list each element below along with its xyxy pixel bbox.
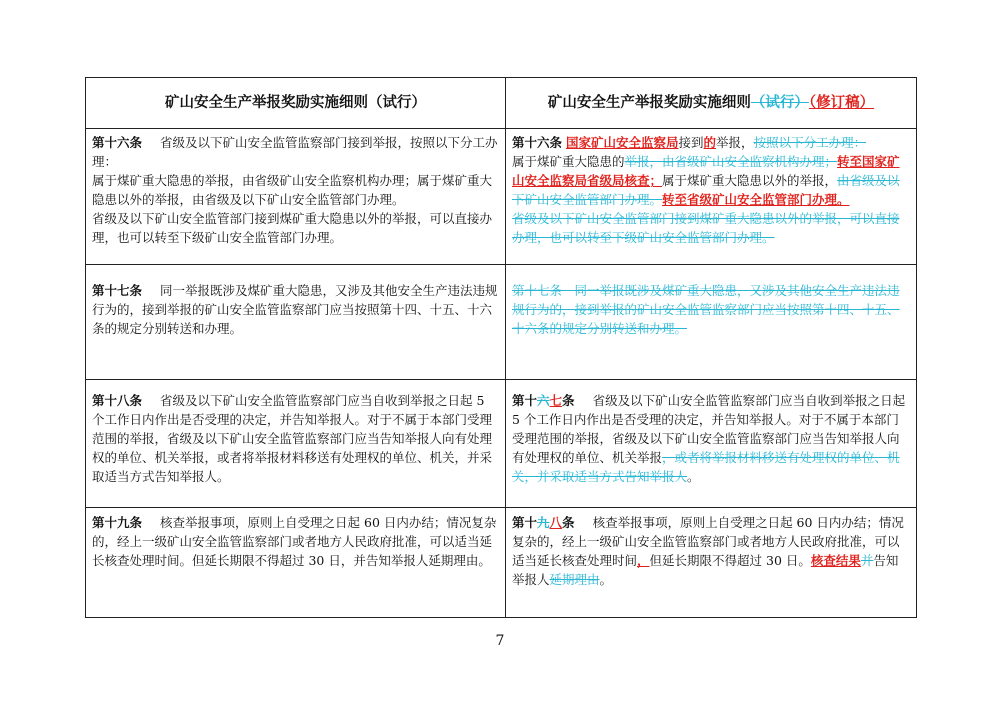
- table-header-row: [86, 78, 917, 129]
- inserted-text: 国家矿山安全监察局: [566, 135, 679, 150]
- revised-article-17: [506, 265, 917, 380]
- revised-article-18-new: 第十九八条 核查举报事项，原则上自受理之日起 60 日内办结；情况复杂的，经上一级矿山安全监管监察部门或者地方人民政府批准，可以适当延长核查处理时间，但延长期限不得超过 30 日。核查结果并告知举报人延期理由。: [506, 508, 917, 618]
- article-number: 第十七条: [92, 283, 143, 298]
- inserted-text: 转至国家矿山安全监察局省级局核查；: [512, 154, 900, 188]
- original-article-16: 第十六条 省级及以下矿山安全监管监察部门接到举报，按照以下分工办理： 属于煤矿重大隐患的举报，由省级矿山安全监察机构办理；属于煤矿重大隐患以外的举报，由省级及以下矿山安全监管部门办理。 省级及以下矿山安全监管部门接到煤矿重大隐患以外的举报，可以直接办理，也可以转至下级矿山安全监管部门办理。: [86, 129, 506, 265]
- original-article-18: 第十八条 省级及以下矿山安全监管监察部门应当自收到举报之日起 5 个工作日内作出是否受理的决定，并告知举报人。对于不属于本部门受理范围的举报，省级及以下矿山安全监管监察部门应当告知举报人向有处理权的单位、机关举报，或者将举报材料移送有处理权的单位、机关，并采取适当方式告知举报人。: [86, 380, 506, 508]
- inserted-text: 的: [703, 135, 717, 150]
- inserted-text: 八: [549, 515, 563, 530]
- deleted-text: 九: [537, 515, 550, 530]
- left-column-title: 矿山安全生产举报奖励实施细则（试行）: [86, 78, 506, 129]
- revised-article-16: 第十六条​ 国家矿山安全监察局接到的举报，按照以下分工办理： 属于煤矿重大隐患的举报，由省级矿山安全监察机构办理；转至国家矿山安全监察局省级局核查；属于煤矿重大隐患以外的举报，由省级及以下矿山安全监管部门办理。转至省级矿山安全监管部门办理。 省级及以下矿山安全监管部门接到煤矿重大隐患以外的举报，可以直接办理，也可以转至下级矿山安全监管部门办理。: [506, 129, 917, 265]
- table-row: [86, 508, 917, 618]
- table-row: [86, 380, 917, 508]
- article-number: 第十六条: [512, 135, 563, 150]
- inserted-text: 转至省级矿山安全监管部门办理。: [662, 192, 850, 207]
- deleted-text: 举报，由省级矿山安全监察机构办理；: [624, 154, 838, 169]
- article-number: 第十六条: [92, 135, 143, 150]
- deleted-text: 六: [537, 393, 550, 408]
- page-number: 7: [495, 633, 505, 649]
- inserted-text: 核查结果: [810, 553, 861, 568]
- inserted-text: 七: [549, 393, 563, 408]
- comparison-table: [85, 77, 917, 618]
- deleted-text: 第十七条 同一举报既涉及煤矿重大隐患，又涉及其他安全生产违法违规行为的，接到举报的矿山安全监管监察部门应当按照第十四、十五、十六条的规定分别转送和办理。: [512, 283, 900, 336]
- article-number: 第十九条: [92, 515, 143, 530]
- article-number: 第十九八条: [512, 515, 575, 530]
- deleted-text: 按照以下分工办理：: [753, 135, 867, 150]
- table-row: [86, 265, 917, 380]
- original-article-17: 第十七条 同一举报既涉及煤矿重大隐患，又涉及其他安全生产违法违规行为的，接到举报的矿山安全监管监察部门应当按照第十四、十五、十六条的规定分别转送和办理。: [86, 265, 506, 380]
- article-number: 第十六七条: [512, 393, 575, 408]
- original-article-19: 第十九条 核查举报事项，原则上自受理之日起 60 日内办结；情况复杂的，经上一级矿山安全监管监察部门或者地方人民政府批准，可以适当延长核查处理时间。但延长期限不得超过 30 日，并告知举报人延期理由。: [86, 508, 506, 618]
- deleted-text: 并: [860, 553, 874, 568]
- revised-article-17-new: 第十六七条 省级及以下矿山安全监管监察部门应当自收到举报之日起 5 个工作日内作出是否受理的决定，并告知举报人。对于不属于本部门受理范围的举报，省级及以下矿山安全监管监察部门应当告知举报人向有处理权的单位、机关举报，或者将举报材料移送有处理权的单位、机关，并采取适当方式告知举报人。: [506, 380, 917, 508]
- deleted-text: ，或者将举报材料移送有处理权的单位、机关，并采取适当方式告知举报人: [512, 450, 900, 484]
- deleted-text: 延期理由: [549, 572, 600, 587]
- inserted-text: （修订稿）: [808, 94, 875, 111]
- inserted-text: ，: [637, 553, 650, 568]
- deleted-text: 省级及以下矿山安全监管部门接到煤矿重大隐患以外的举报，可以直接办理，也可以转至下级矿山安全监管部门办理。: [512, 211, 900, 245]
- deleted-text: （试行）: [750, 94, 809, 111]
- article-number: 第十八条: [92, 393, 143, 408]
- deleted-text: 由省级及以下矿山安全监管部门办理。: [512, 173, 900, 207]
- table-row: [86, 129, 917, 265]
- right-column-title: 矿山安全生产举报奖励实施细则（试行）（修订稿）: [506, 78, 917, 129]
